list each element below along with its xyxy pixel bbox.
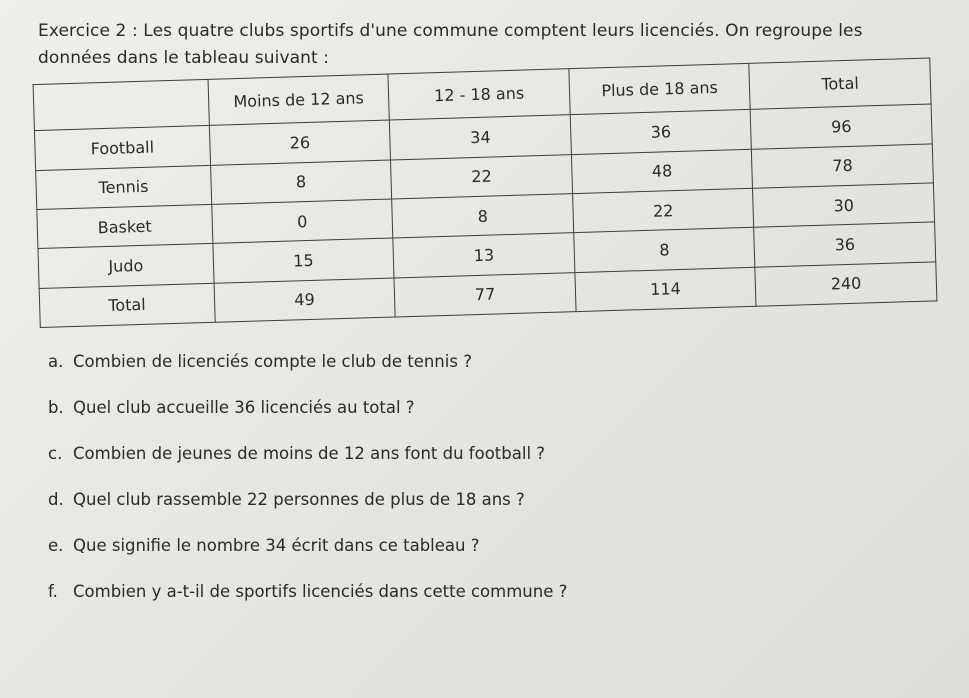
column-header: Plus de 18 ans — [569, 63, 751, 114]
exercise-intro-text: Les quatre clubs sportifs d'une commune comptent leurs licenciés. On regroupe les données dans le tableau suivant : — [38, 21, 863, 68]
table-cell: 13 — [393, 233, 575, 278]
question-letter: a. — [48, 352, 64, 371]
question-text: Combien de licenciés compte le club de tennis ? — [73, 352, 472, 371]
row-label: Football — [34, 126, 210, 171]
question-c — [48, 442, 928, 488]
table-cell: 22 — [572, 188, 754, 233]
column-header: Moins de 12 ans — [208, 74, 390, 125]
table-cell: 49 — [214, 278, 396, 323]
question-d — [48, 488, 928, 534]
table-cell: 36 — [754, 222, 936, 267]
row-label: Basket — [37, 204, 213, 249]
table-cell: 114 — [575, 267, 757, 312]
table-cell: 8 — [574, 228, 756, 273]
table-cell: 34 — [390, 115, 572, 160]
table-cell: 96 — [751, 104, 933, 149]
table-cell: 26 — [209, 120, 391, 165]
row-label: Total — [39, 283, 215, 328]
question-b — [48, 396, 928, 442]
question-text: Que signifie le nombre 34 écrit dans ce tableau ? — [73, 536, 480, 555]
column-header: 12 - 18 ans — [388, 69, 570, 120]
table-cell: 22 — [391, 154, 573, 199]
question-text: Combien de jeunes de moins de 12 ans font du football ? — [73, 444, 546, 463]
table-cell: 0 — [211, 199, 393, 244]
exercise-heading: Exercice 2 : — [38, 21, 138, 41]
question-e — [48, 534, 928, 580]
question-text: Combien y a-t-il de sportifs licenciés dans cette commune ? — [73, 582, 568, 601]
licencies-table — [33, 57, 938, 328]
question-f — [48, 580, 928, 626]
table-cell: 78 — [752, 143, 934, 188]
question-letter: b. — [48, 398, 64, 417]
table-cell: 36 — [570, 109, 752, 154]
table-corner-cell — [33, 79, 209, 130]
question-text: Quel club accueille 36 licenciés au total ? — [73, 398, 415, 417]
table-cell: 30 — [753, 183, 935, 228]
question-list — [48, 350, 928, 626]
table-cell: 77 — [394, 272, 576, 317]
question-text: Quel club rassemble 22 personnes de plus de 18 ans ? — [73, 490, 525, 509]
question-letter: e. — [48, 536, 64, 555]
table-cell: 8 — [210, 160, 392, 205]
row-label: Tennis — [36, 165, 212, 210]
question-a — [48, 350, 928, 396]
table-cell: 48 — [571, 149, 753, 194]
question-letter: c. — [48, 444, 63, 463]
row-label: Judo — [38, 244, 214, 289]
column-header: Total — [749, 58, 931, 109]
table-cell: 15 — [213, 238, 395, 283]
question-letter: f. — [48, 582, 58, 601]
table-cell: 8 — [392, 194, 574, 239]
data-table-wrapper — [33, 57, 938, 334]
table-cell: 240 — [755, 262, 937, 307]
question-letter: d. — [48, 490, 64, 509]
